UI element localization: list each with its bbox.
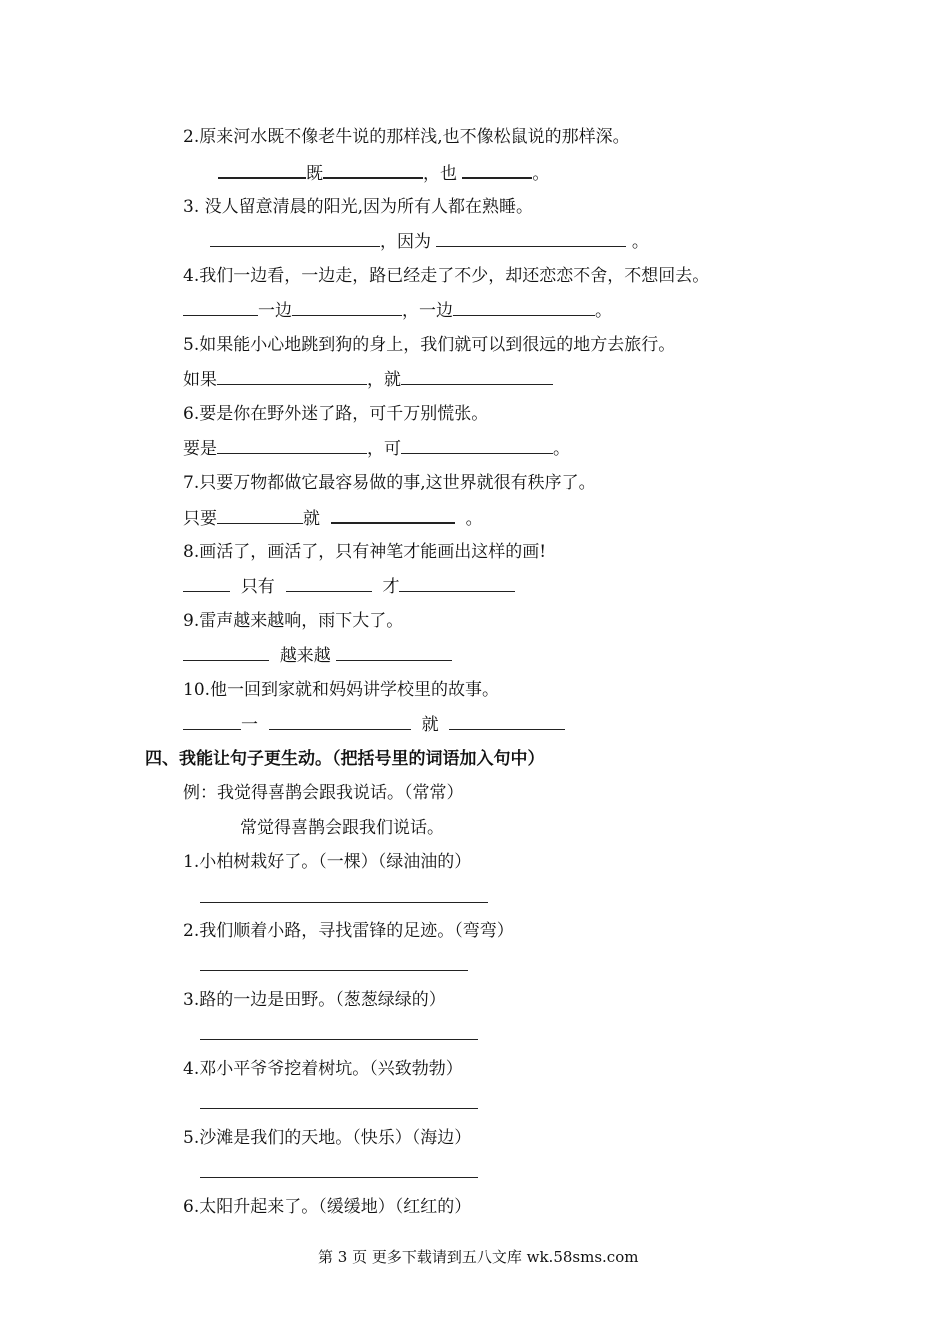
blank[interactable] [183,643,269,661]
answer-word: 越来越 [279,646,331,666]
blank[interactable] [336,643,452,661]
blank[interactable] [453,298,595,316]
rewrite-item-5: 5.沙滩是我们的天地。（快乐）（海边） [183,1128,472,1148]
answer-word: 如果 [183,370,217,390]
answer-word: ，可 [367,439,401,459]
answer-9 [183,643,452,668]
rewrite-item-4: 4.邓小平爷爷挖着树坑。（兴致勃勃） [183,1059,463,1079]
section-4-heading: 四、我能让句子更生动。（把括号里的词语加入句中） [145,749,545,769]
answer-word: 要是 [183,439,217,459]
answer-7 [183,505,483,531]
blank[interactable] [217,367,367,385]
blank[interactable] [218,160,306,179]
answer-4 [183,298,612,323]
answer-word: ，也 [423,164,457,184]
answer-10 [183,712,565,737]
blank[interactable] [183,574,230,592]
example-question: 例：我觉得喜鹊会跟我说话。（常常） [183,783,464,803]
answer-word: ，因为 [380,232,431,252]
answer-word: 一 [241,715,258,735]
blank[interactable] [217,506,303,524]
example-answer: 常觉得喜鹊会跟我们说话。 [240,818,444,838]
answer-word: 就 [421,715,439,735]
answer-line[interactable] [200,970,468,971]
question-6: 6.要是你在野外迷了路，可千万别慌张。 [183,404,489,424]
question-10: 10.他一回到家就和妈妈讲学校里的故事。 [183,680,500,700]
blank[interactable] [217,436,367,454]
answer-line[interactable] [200,1177,478,1178]
answer-word: 才 [382,577,400,597]
answer-3 [210,229,649,254]
question-4: 4.我们一边看，一边走，路已经走了不少，却还恋恋不舍，不想回去。 [183,266,710,286]
blank[interactable] [210,229,380,247]
page-footer: 第 3 页 更多下载请到五八文库 wk.58sms.com [318,1248,639,1266]
rewrite-item-2: 2.我们顺着小路，寻找雷锋的足迹。（弯弯） [183,921,514,941]
blank[interactable] [183,712,241,730]
blank[interactable] [183,298,258,316]
answer-word: 既 [306,164,323,184]
question-3: 3. 没人留意清晨的阳光,因为所有人都在熟睡。 [183,197,534,217]
rewrite-item-1: 1.小柏树栽好了。（一棵）（绿油油的） [183,852,472,872]
answer-word: ，就 [367,370,401,390]
blank[interactable] [292,298,402,316]
blank[interactable] [269,712,411,730]
question-9: 9.雷声越来越响，雨下大了。 [183,611,404,631]
answer-word: 只要 [183,509,217,529]
answer-end: 。 [465,509,483,529]
blank[interactable] [436,229,626,247]
blank[interactable] [323,160,423,179]
answer-word: ，一边 [402,301,453,321]
answer-word: 一边 [258,301,292,321]
answer-5 [183,367,553,392]
rewrite-item-3: 3.路的一边是田野。（葱葱绿绿的） [183,990,446,1010]
blank[interactable] [399,574,515,592]
blank[interactable] [331,505,455,524]
blank[interactable] [286,574,372,592]
answer-line[interactable] [200,1039,478,1040]
answer-2 [218,160,549,186]
answer-word: 就 [303,509,320,529]
blank[interactable] [449,712,565,730]
question-7: 7.只要万物都做它最容易做的事,这世界就很有秩序了。 [183,473,596,493]
blank[interactable] [401,367,553,385]
blank[interactable] [462,160,532,179]
question-5: 5.如果能小心地跳到狗的身上，我们就可以到很远的地方去旅行。 [183,335,676,355]
answer-6 [183,436,570,461]
question-2: 2.原来河水既不像老牛说的那样浅,也不像松鼠说的那样深。 [183,127,630,147]
answer-end: 。 [631,232,649,252]
answer-word: 只有 [240,577,275,597]
answer-end: 。 [532,164,550,184]
answer-end: 。 [553,439,570,459]
question-8: 8.画活了，画活了，只有神笔才能画出这样的画! [183,542,547,562]
answer-line[interactable] [200,1108,478,1109]
answer-8 [183,574,515,599]
answer-end: 。 [595,301,612,321]
answer-line[interactable] [200,902,488,903]
rewrite-item-6: 6.太阳升起来了。（缓缓地）（红红的） [183,1197,472,1217]
blank[interactable] [401,436,553,454]
